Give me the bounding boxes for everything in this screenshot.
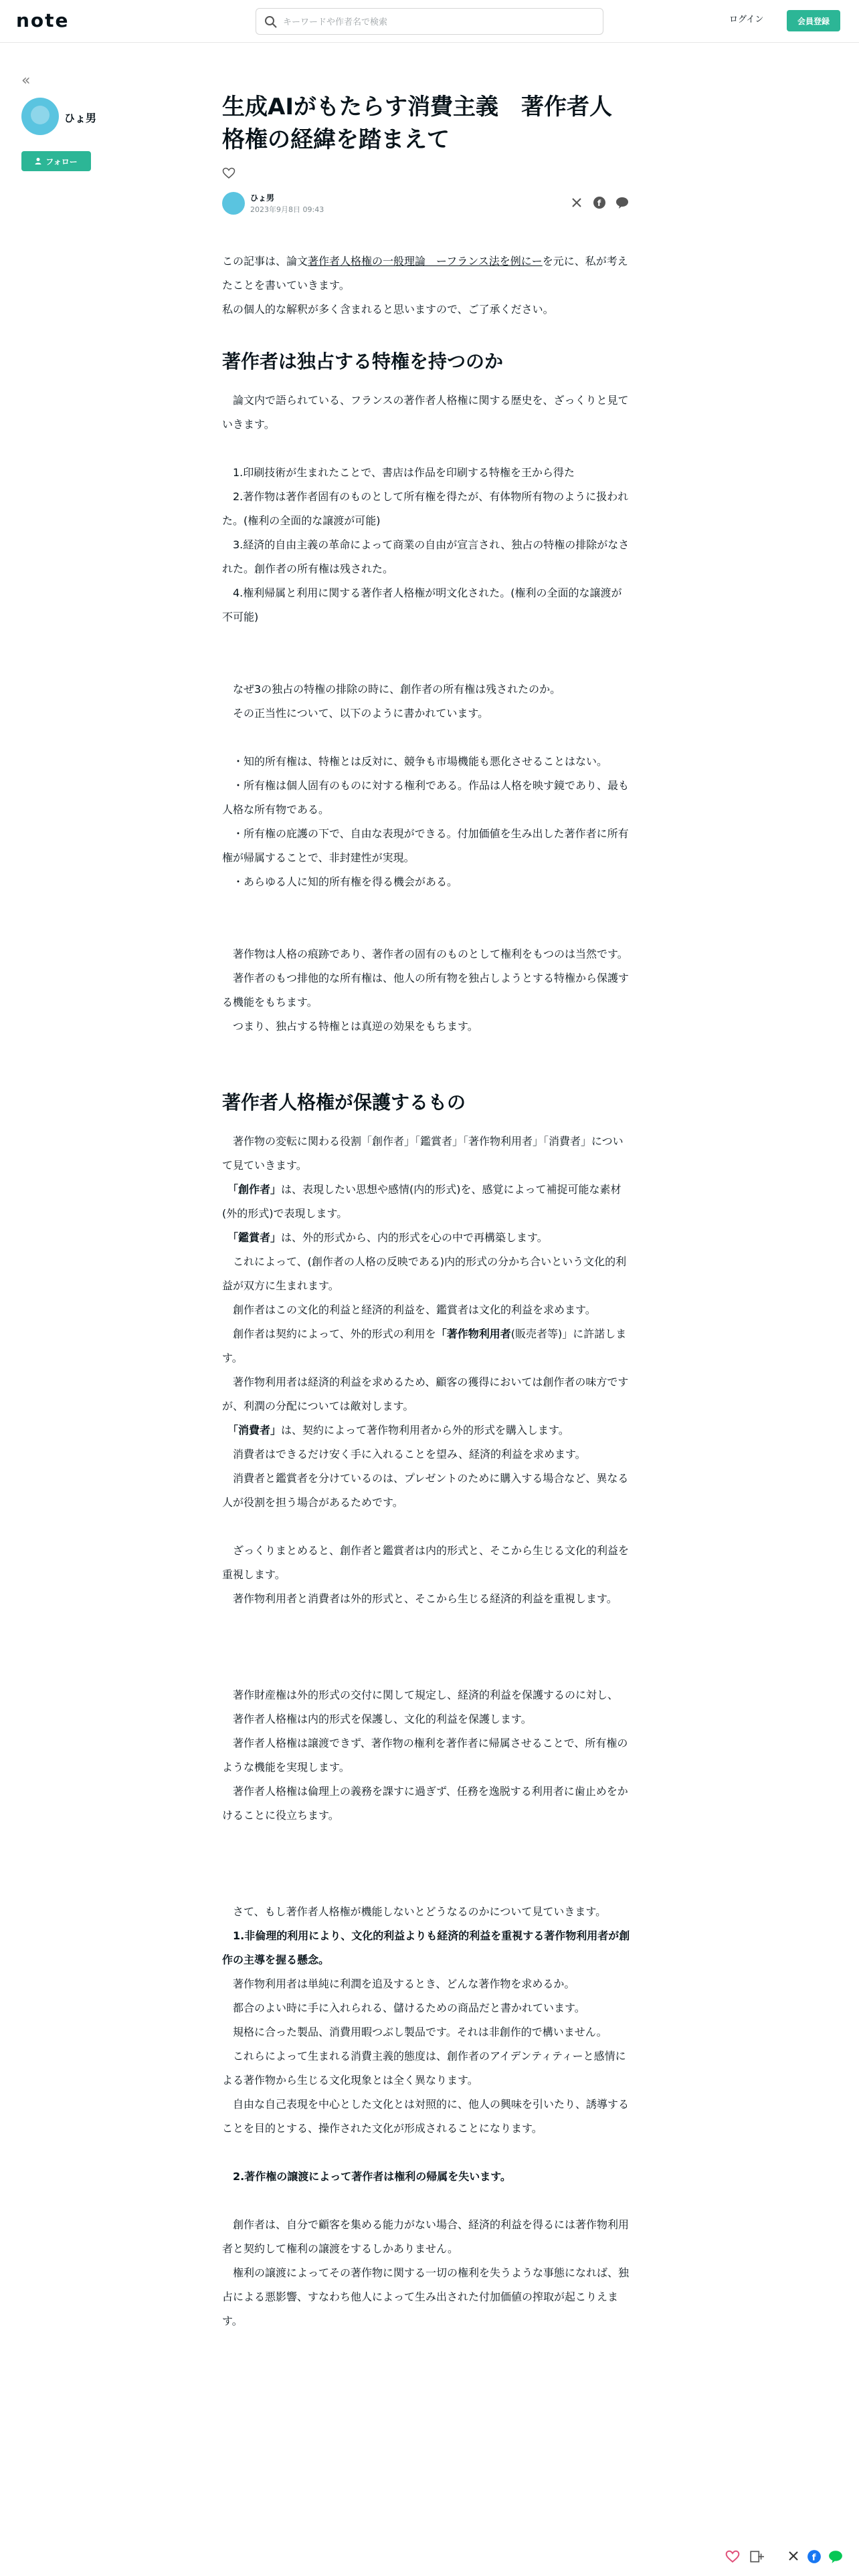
heading-2: 著作者人格権が保護するもの <box>222 1091 466 1113</box>
paragraph <box>222 2165 632 2189</box>
spacer <box>222 1828 632 1900</box>
paragraph: 創作者はこの文化的利益と経済的利益を、鑑賞者は文化的利益を求めます。 <box>222 1303 596 1316</box>
line-share-icon[interactable] <box>828 2549 843 2564</box>
paragraph: 著作物の変転に関わる役割「創作者」「鑑賞者」「著作物利用者」「消費者」について見ていきます。 <box>222 1134 624 1172</box>
paragraph <box>222 1178 632 1226</box>
back-chevron-icon[interactable]: « <box>21 72 31 89</box>
list-item: ・知的所有権は、特権とは反対に、競争も市場機能も悪化させることはない。 <box>222 754 608 768</box>
paragraph: 論文内で語られている、フランスの著作者人格権に関する歴史を、ざっくりと見ていきます。 <box>222 393 629 431</box>
article-body <box>222 249 632 2333</box>
article-meta <box>222 191 632 217</box>
svg-text:f: f <box>597 198 601 208</box>
paragraph-text: は、表現したい思想や感情(内的形式)を、感覚によって補捉可能な素材(外的形式)で表現します。 <box>222 1182 622 1220</box>
search-input[interactable] <box>283 14 591 30</box>
svg-text:f: f <box>812 2553 816 2563</box>
paragraph: ざっくりまとめると、創作者と鑑賞者は内的形式と、そこから生じる文化的利益を重視します。 <box>222 1543 630 1581</box>
paragraph: 都合のよい時に手に入れられる、儲けるための商品だと書かれています。 <box>222 2001 585 2014</box>
note-logo[interactable]: note <box>16 9 70 31</box>
follow-button[interactable] <box>21 151 91 171</box>
spacer <box>222 726 632 750</box>
article <box>222 91 632 2333</box>
paragraph: さて、もし著作者人格権が機能しないとどうなるのかについて見ていきます。 <box>222 1905 607 1918</box>
intro-paragraph-2: 私の個人的な解釈が多く含まれると思いますので、ご了承ください。 <box>222 302 554 316</box>
paragraph-text: (販売者等)」に許諾します。 <box>222 1327 627 1364</box>
paragraph: 創作者は、自分で顧客を集める能力がない場合、経済的利益を得るには著作物利用者と契約して権利の譲渡をするしかありません。 <box>222 2218 630 2255</box>
paragraph: 自由な自己表現を中心とした文化とは対照的に、他人の興味を引いたり、誘導することを目的とする、操作された文化が形成されることになります。 <box>222 2097 630 2135</box>
spacer <box>222 2189 632 2213</box>
paragraph: 著作者のもつ排他的な所有権は、他人の所有物を独占しようとする特権から保護する機能をもちます。 <box>222 971 630 1008</box>
follow-label: フォロー <box>45 156 78 167</box>
list-item: 4.権利帰属と利用に関する著作者人格権が明文化された。(権利の全面的な譲渡が不可能) <box>222 586 622 623</box>
paragraph: 著作者人格権は内的形式を保護し、文化的利益を保護します。 <box>222 1712 532 1725</box>
paragraph-text: は、外的形式から、内的形式を心の中で再構築します。 <box>281 1230 548 1244</box>
x-share-icon[interactable] <box>787 2549 800 2563</box>
spacer <box>222 894 632 942</box>
spacer <box>222 1039 632 1063</box>
intro-paragraph <box>222 249 632 298</box>
login-link[interactable]: ログイン <box>729 15 764 25</box>
paragraph <box>222 1418 632 1442</box>
paragraph: なぜ3の独占の特権の排除の時に、創作者の所有権は残されたのか。 <box>222 682 561 695</box>
paragraph: これらによって生まれる消費主義的態度は、創作者のアイデンティティーと感情による著作物から生じる文化現象とは全く異なります。 <box>222 2049 626 2086</box>
search-icon <box>264 15 278 29</box>
intro-prefix: この記事は、論文 <box>222 254 308 267</box>
paragraph: 著作財産権は外的形式の交付に関して規定し、経済的利益を保護するのに対し、 <box>222 1688 619 1701</box>
list-item: 3.経済的自由主義の革命によって商業の自由が宣言され、独占の特権の排除がなされた。創作者の所有権は残された。 <box>222 538 630 575</box>
avatar-face <box>31 106 50 124</box>
paragraph: 著作物利用者は単純に利潤を追及するとき、どんな著作物を求めるか。 <box>222 1977 575 1990</box>
line-share-icon[interactable] <box>615 196 629 209</box>
paragraph: 消費者はできるだけ安く手に入れることを望み、経済的利益を求めます。 <box>222 1447 586 1461</box>
bold-term: 「鑑賞者」 <box>233 1230 282 1244</box>
paragraph: 著作者人格権は譲渡できず、著作物の権利を著作者に帰属させることで、所有権のような機能を実現します。 <box>222 1736 628 1774</box>
paragraph: 著作物利用者と消費者は外的形式と、そこから生じる経済的利益を重視します。 <box>222 1592 617 1605</box>
article-title: 生成AIがもたらす消費主義 著作者人格権の経緯を踏まえて <box>222 94 612 154</box>
intro-suffix: を元に、私が考えたことを書いていきます。 <box>222 254 628 292</box>
list-item: 2.著作物は著作者固有のものとして所有権を得たが、有体物所有物のように扱われた。(権利の全面的な譲渡が可能) <box>222 490 629 527</box>
paragraph: これによって、(創作者の人格の反映である)内的形式の分かち合いという文化的利益が双方に生まれます。 <box>222 1255 627 1292</box>
paragraph <box>222 1924 632 1972</box>
bold-paragraph: 1.非倫理的利用により、文化的利益よりも経済的利益を重視する著作物利用者が創作の主導を握る懸念。 <box>222 1929 630 1966</box>
paragraph: 権利の譲渡によってその著作物に関する一切の権利を失うような事態になれば、独占による悪影響、すなわち他人によって生み出された付加価値の搾取が起こりえます。 <box>222 2266 630 2327</box>
bold-paragraph: 2.著作権の譲渡によって著作者は権利の帰属を失います。 <box>222 2169 511 2183</box>
paragraph: 著作物は人格の痕跡であり、著作者の固有のものとして権利をもつのは当然です。 <box>222 947 628 960</box>
author-name[interactable]: ひょ男 <box>64 112 97 124</box>
publish-date: 2023年9月8日 09:43 <box>250 205 324 214</box>
spacer <box>222 437 632 461</box>
x-share-icon[interactable] <box>570 196 583 209</box>
paper-link[interactable]: 著作者人格権の一般理論 ーフランス法を例にー <box>308 254 543 267</box>
paragraph: 著作者人格権は倫理上の義務を課すに過ぎず、任務を逸脱する利用者に歯止めをかけることに役立ちます。 <box>222 1784 628 1822</box>
bold-term: 「消費者」 <box>233 1423 282 1436</box>
spacer <box>222 1611 632 1683</box>
bold-term: 「著作物利用者 <box>436 1327 511 1340</box>
list-item: ・あらゆる人に知的所有権を得る機会がある。 <box>222 875 458 888</box>
paragraph <box>222 1322 632 1370</box>
paragraph: その正当性について、以下のように書かれています。 <box>222 706 489 720</box>
magazine-add-icon[interactable] <box>749 2549 764 2564</box>
paragraph: つまり、独占する特権とは真逆の効果をもちます。 <box>222 1019 478 1033</box>
paragraph <box>222 1226 632 1250</box>
search-box[interactable] <box>256 8 603 35</box>
list-item: ・所有権は個人固有のものに対する権利である。作品は人格を映す鏡であり、最も人格な所有物である。 <box>222 778 630 816</box>
paragraph-text: 創作者は契約によって、外的形式の利用を <box>222 1327 436 1340</box>
paragraph: 消費者と鑑賞者を分けているのは、プレゼントのために購入する場合など、異なる人が役割を担う場合があるためです。 <box>222 1471 629 1509</box>
list-item: 1.印刷技術が生まれたことで、書店は作品を印刷する特権を王から得た <box>222 465 575 479</box>
author-mini-name[interactable]: ひょ男 <box>250 193 275 203</box>
heart-icon[interactable] <box>725 2549 740 2564</box>
paragraph: 規格に合った製品、消費用暇つぶし製品です。それは非創作的で構いません。 <box>222 2025 607 2038</box>
author-mini-avatar[interactable] <box>222 192 245 215</box>
facebook-share-icon[interactable] <box>807 2549 822 2564</box>
user-plus-icon <box>35 157 43 165</box>
list-item: ・所有権の庇護の下で、自由な表現ができる。付加価値を生み出した著作者に所有権が帰属することで、非封建性が実現。 <box>222 827 629 864</box>
heart-icon[interactable] <box>222 167 235 180</box>
heading-1: 著作者は独占する特権を持つのか <box>222 350 504 372</box>
register-button[interactable]: 会員登録 <box>787 10 840 31</box>
spacer <box>222 1515 632 1539</box>
floating-action-bar <box>720 2547 854 2567</box>
spacer <box>222 2141 632 2165</box>
paragraph-text: は、契約によって著作物利用者から外的形式を購入します。 <box>281 1423 569 1436</box>
spacer <box>222 629 632 677</box>
paragraph: 著作物利用者は経済的利益を求めるため、顧客の獲得においては創作者の味方ですが、利潤の分配については敵対します。 <box>222 1375 629 1412</box>
facebook-share-icon[interactable] <box>593 196 606 209</box>
bold-term: 「創作者」 <box>233 1182 282 1196</box>
avatar[interactable] <box>21 98 59 135</box>
site-header <box>0 0 859 43</box>
